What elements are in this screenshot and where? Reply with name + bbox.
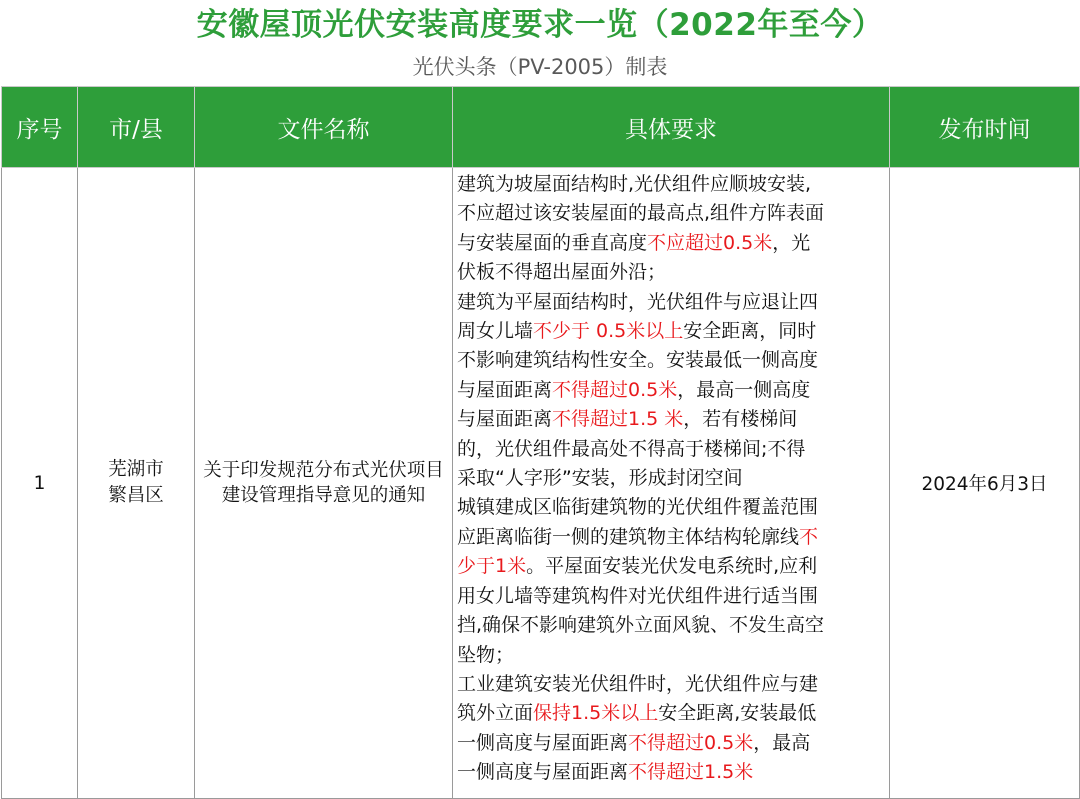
requirement-line	[457, 199, 889, 228]
requirement-text: 周女儿墙	[457, 320, 534, 343]
row-doc-name: 关于印发规范分布式光伏项目建设管理指导意见的通知	[195, 168, 453, 799]
highlighted-limit: 不	[799, 525, 819, 548]
row-date: 2024年6月3日	[890, 168, 1080, 799]
requirement-text: 一侧高度与屋面距离	[457, 761, 629, 784]
requirement-line	[457, 670, 889, 699]
requirement-text: 的，光伏组件最高处不得高于楼梯间;不得	[457, 437, 806, 460]
header-index: 序号	[2, 87, 78, 168]
requirement-text: 工业建筑安装光伏组件时，光伏组件应与建	[457, 672, 819, 695]
requirement-text: 不影响建筑结构性安全。安装最低一侧高度	[457, 349, 819, 372]
requirement-text: 安全距离,安装最低	[658, 702, 817, 725]
requirement-text: ，若有楼梯间	[683, 408, 798, 431]
requirement-line	[457, 405, 889, 434]
page-subtitle: 光伏头条（PV-2005）制表	[412, 55, 668, 79]
requirement-text: 伏板不得超出屋面外沿；	[457, 261, 667, 284]
highlighted-limit: 不得超过0.5米	[552, 378, 678, 401]
table-row	[2, 168, 1080, 799]
requirement-text: 坠物；	[457, 643, 515, 666]
header-date: 发布时间	[890, 87, 1080, 168]
requirement-line	[457, 552, 889, 581]
requirement-line	[457, 611, 889, 640]
requirement-text: 采取“人字形”安装，形成封闭空间	[457, 467, 743, 490]
requirement-line	[457, 641, 889, 670]
city-name: 芜湖市	[108, 459, 164, 480]
requirement-text: 。平屋面安装光伏发电系统时,应利	[526, 555, 818, 578]
row-requirements	[453, 168, 890, 799]
requirement-line	[457, 758, 889, 787]
requirement-text: 筑外立面	[457, 702, 534, 725]
table-header-row	[2, 87, 1080, 168]
requirement-text: 一侧高度与屋面距离	[457, 731, 629, 754]
requirement-line	[457, 170, 889, 199]
highlighted-limit: 不少于 0.5米以上	[533, 320, 684, 343]
requirement-line	[457, 288, 889, 317]
requirement-line	[457, 229, 889, 258]
requirements-table	[1, 86, 1080, 799]
requirement-text: 建筑为平屋面结构时，光伏组件与应退让四	[457, 290, 819, 313]
header-doc-name: 文件名称	[195, 87, 453, 168]
header-city: 市/县	[78, 87, 195, 168]
requirement-line	[457, 699, 889, 728]
page-title: 安徽屋顶光伏安装高度要求一览（2022年至今）	[196, 7, 884, 43]
requirement-text: 应距离临街一侧的建筑物主体结构轮廓线	[457, 525, 800, 548]
requirement-text: 用女儿墙等建筑构件对光伏组件进行适当围	[457, 584, 819, 607]
highlighted-limit: 不得超过0.5米	[628, 731, 754, 754]
row-city	[78, 168, 195, 799]
requirement-text: 与安装屋面的垂直高度	[457, 231, 648, 254]
requirement-line	[457, 258, 889, 287]
requirement-line	[457, 317, 889, 346]
requirement-line	[457, 582, 889, 611]
highlighted-limit: 不应超过0.5米	[647, 231, 773, 254]
requirement-text: 不应超过该安装屋面的最高点,组件方阵表面	[457, 202, 825, 225]
row-index: 1	[2, 168, 78, 799]
requirement-line	[457, 729, 889, 758]
district-name: 繁昌区	[108, 485, 164, 506]
requirement-text: 城镇建成区临街建筑物的光伏组件覆盖范围	[457, 496, 819, 519]
requirement-line	[457, 523, 889, 552]
highlighted-limit: 不得超过1.5米	[628, 761, 754, 784]
requirement-text: ，光	[772, 231, 811, 254]
requirement-line	[457, 376, 889, 405]
highlighted-limit: 保持1.5米以上	[533, 702, 659, 725]
requirement-text: 挡,确保不影响建筑外立面风貌、不发生高空	[457, 614, 825, 637]
requirement-text: 安全距离，同时	[683, 320, 817, 343]
header-requirements: 具体要求	[453, 87, 890, 168]
requirement-text: 与屋面距离	[457, 378, 553, 401]
requirement-text: 建筑为坡屋面结构时,光伏组件应顺坡安装,	[457, 173, 812, 195]
requirement-text: ，最高	[753, 731, 811, 754]
requirement-text: 与屋面距离	[457, 408, 553, 431]
requirement-line	[457, 464, 889, 493]
requirement-text: ，最高一侧高度	[677, 378, 811, 401]
requirement-line	[457, 493, 889, 522]
requirement-line	[457, 346, 889, 375]
requirement-line	[457, 435, 889, 464]
highlighted-limit: 不得超过1.5 米	[552, 408, 684, 431]
highlighted-limit: 少于1米	[457, 555, 527, 578]
